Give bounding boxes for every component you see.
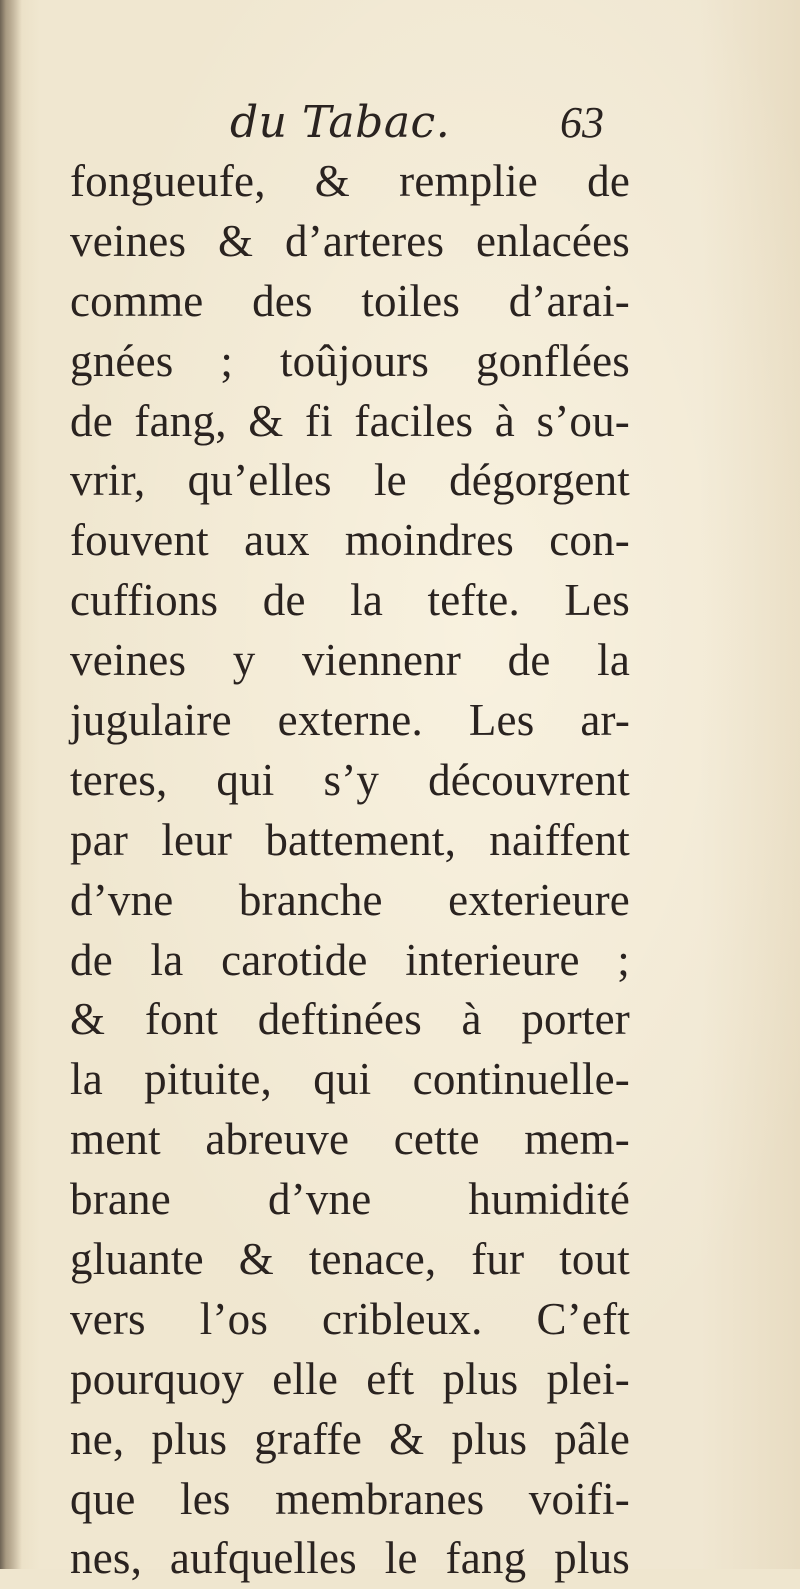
text-line: cuffions de la tefte. Les <box>70 575 630 626</box>
text-line: de fang, & fi faciles à s’ou- <box>70 395 630 446</box>
binding-gutter <box>0 0 22 1569</box>
text-line: pourquoy elle eft plus plei- <box>70 1353 630 1404</box>
page-number: 63 <box>560 98 604 147</box>
running-title: du Tabac. <box>230 97 451 148</box>
text-line: vers l’os cribleux. C’eft <box>70 1293 630 1344</box>
text-line: ne, plus graffe & plus pâle <box>70 1413 630 1464</box>
text-line: gluante & tenace, fur tout <box>70 1234 630 1285</box>
text-line: la pituite, qui continuelle- <box>70 1054 630 1105</box>
text-line: veines y viennenr de la <box>70 635 630 686</box>
text-line: de la carotide interieure ; <box>70 934 630 985</box>
text-line: vrir, qu’elles le dégorgent <box>70 455 630 506</box>
text-line: brane d’vne humidité <box>70 1174 630 1225</box>
running-head <box>0 98 800 158</box>
text-line: ment abreuve cette mem- <box>70 1114 630 1165</box>
text-line: & font deftinées à porter <box>70 994 630 1045</box>
text-line: d’vne branche exterieure <box>70 874 630 925</box>
text-line: teres, qui s’y découvrent <box>70 754 630 805</box>
text-line: par leur battement, naiffent <box>70 814 630 865</box>
text-line: comme des toiles d’arai- <box>70 275 630 326</box>
text-line: gnées ; toûjours gonflées <box>70 335 630 386</box>
text-line: fouvent aux moindres con- <box>70 515 630 566</box>
text-line: jugulaire externe. Les ar- <box>70 695 630 746</box>
text-line: nes, aufquelles le fang plus <box>70 1533 630 1584</box>
text-line: fongueufe, & remplie de <box>70 156 630 206</box>
body-text <box>70 152 630 1589</box>
text-line: que les membranes voifi- <box>70 1473 630 1524</box>
text-line: veines & d’arteres enlacées <box>70 215 630 266</box>
